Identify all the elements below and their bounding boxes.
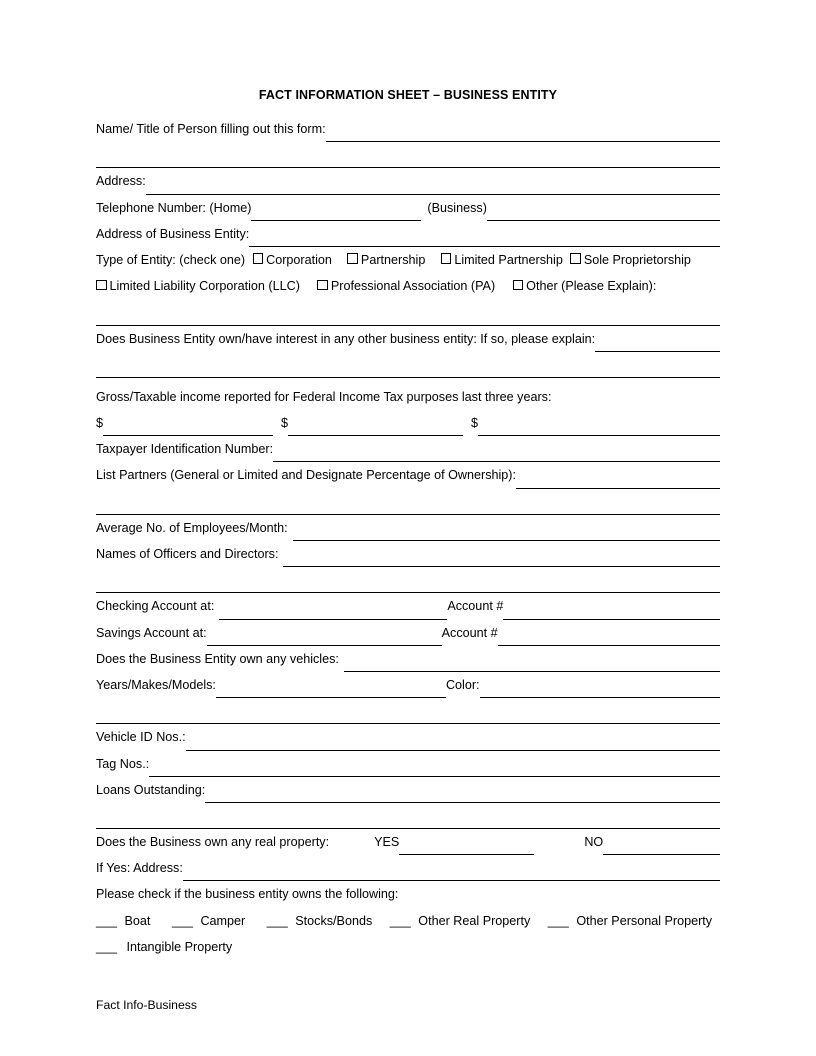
input-years-makes-models[interactable] <box>216 678 446 698</box>
field-vehicle-id <box>96 724 720 750</box>
field-label-loans-outstanding: Loans Outstanding: <box>96 782 206 797</box>
field-property-options-row2 <box>96 934 720 960</box>
option-label-limited-partnership: Limited Partnership <box>454 252 563 267</box>
input-entity-other-explain[interactable] <box>96 306 720 326</box>
field-label-years-makes-models: Years/Makes/Models: <box>96 677 216 692</box>
input-officers-directors[interactable] <box>283 547 720 567</box>
input-address-business-entity[interactable] <box>249 227 720 247</box>
option-label-other-personal-property: Other Personal Property <box>576 913 713 928</box>
field-officers-directors <box>96 541 720 567</box>
field-property-options-row1 <box>96 908 720 934</box>
option-label-camper: Camper <box>200 913 246 928</box>
field-tag-nos <box>96 751 720 777</box>
field-label-officers-directors: Names of Officers and Directors: <box>96 547 279 562</box>
field-years-makes-models <box>96 672 720 698</box>
field-taxpayer-id <box>96 436 720 462</box>
input-income-year-3[interactable] <box>478 416 720 436</box>
input-tag-nos[interactable] <box>149 757 720 777</box>
checkbox-llc[interactable] <box>96 280 107 291</box>
field-label-checking-account-number: Account # <box>447 599 504 614</box>
input-telephone-business[interactable] <box>487 201 720 221</box>
option-label-intangible-property: Intangible Property <box>126 939 233 954</box>
field-label-list-partners: List Partners (General or Limited and Designate Percentage of Ownership): <box>96 468 517 483</box>
input-own-vehicles[interactable] <box>344 652 720 672</box>
field-label-avg-employees: Average No. of Employees/Month: <box>96 520 288 535</box>
field-label-dollar-3: $ <box>471 416 479 431</box>
input-real-property-yes[interactable] <box>399 835 534 855</box>
checkbox-sole-proprietorship[interactable] <box>570 253 581 264</box>
checkbox-pa[interactable] <box>317 280 328 291</box>
input-loans-outstanding-line2[interactable] <box>96 809 720 829</box>
option-label-corporation: Corporation <box>266 252 332 267</box>
input-vehicle-id[interactable] <box>186 731 720 751</box>
page-title: FACT INFORMATION SHEET – BUSINESS ENTITY <box>258 88 558 102</box>
field-gross-income-amounts <box>96 410 720 436</box>
checkbox-blank-camper[interactable]: ___ <box>171 913 193 928</box>
input-avg-employees[interactable] <box>293 521 720 541</box>
field-name-title <box>96 116 720 142</box>
field-label-vehicle-id: Vehicle ID Nos.: <box>96 730 186 745</box>
checkbox-blank-intangible-property[interactable]: ___ <box>96 939 118 954</box>
field-label-taxpayer-id: Taxpayer Identification Number: <box>96 442 274 457</box>
input-address[interactable] <box>146 175 720 195</box>
field-address <box>96 168 720 194</box>
option-label-boat: Boat <box>124 913 151 928</box>
field-label-checking-account: Checking Account at: <box>96 599 215 614</box>
field-label-savings-account-number: Account # <box>441 625 498 640</box>
field-label-savings-account: Savings Account at: <box>96 625 207 640</box>
field-label-type-of-entity: Type of Entity: (check one) <box>96 252 246 267</box>
input-list-partners-line2[interactable] <box>96 495 720 515</box>
option-label-sole-proprietorship: Sole Proprietorship <box>583 252 691 267</box>
input-color[interactable] <box>480 678 720 698</box>
input-checking-account-bank[interactable] <box>219 600 447 620</box>
input-name-title-line2[interactable] <box>96 148 720 168</box>
input-if-yes-address[interactable] <box>183 861 720 881</box>
field-savings-account <box>96 620 720 646</box>
field-own-vehicles <box>96 646 720 672</box>
field-vehicles-line2 <box>96 698 720 724</box>
field-loans-outstanding <box>96 777 720 803</box>
field-label-dollar-2: $ <box>281 416 289 431</box>
input-vehicles-line2[interactable] <box>96 704 720 724</box>
field-own-interest <box>96 326 720 352</box>
field-name-title-continued <box>96 142 720 168</box>
field-label-own-vehicles: Does the Business Entity own any vehicles: <box>96 651 339 666</box>
field-officers-directors-line2 <box>96 567 720 593</box>
input-income-year-2[interactable] <box>288 416 463 436</box>
field-avg-employees <box>96 515 720 541</box>
field-type-of-entity-line2 <box>96 273 720 299</box>
input-officers-directors-line2[interactable] <box>96 573 720 593</box>
field-list-partners-line2 <box>96 489 720 515</box>
field-label-address: Address: <box>96 174 146 189</box>
input-loans-outstanding[interactable] <box>205 783 720 803</box>
option-label-stocks-bonds: Stocks/Bonds <box>295 913 373 928</box>
input-savings-account-bank[interactable] <box>207 626 442 646</box>
checkbox-blank-other-personal-property[interactable]: ___ <box>547 913 569 928</box>
field-label-no: NO <box>584 835 604 850</box>
field-label-name-title: Name/ Title of Person filling out this form: <box>96 121 326 136</box>
input-telephone-home[interactable] <box>251 201 421 221</box>
field-label-address-business-entity: Address of Business Entity: <box>96 226 250 241</box>
field-label-yes: YES <box>374 835 400 850</box>
field-label-own-real-property: Does the Business own any real property: <box>96 835 330 850</box>
input-checking-account-number[interactable] <box>503 600 720 620</box>
input-savings-account-number[interactable] <box>498 626 720 646</box>
field-type-of-entity <box>96 247 720 273</box>
input-own-interest-line2[interactable] <box>96 358 720 378</box>
field-own-interest-line2 <box>96 352 720 378</box>
field-address-business-entity <box>96 221 720 247</box>
input-real-property-no[interactable] <box>603 835 720 855</box>
checkbox-other-entity[interactable] <box>513 280 524 291</box>
checkbox-blank-boat[interactable]: ___ <box>96 913 118 928</box>
page-footer: Fact Info-Business <box>96 998 197 1012</box>
input-list-partners[interactable] <box>516 469 720 489</box>
input-own-interest[interactable] <box>595 332 720 352</box>
option-label-pa: Professional Association (PA) <box>330 279 496 294</box>
field-telephone <box>96 195 720 221</box>
checkbox-corporation[interactable] <box>253 253 264 264</box>
field-checking-account <box>96 593 720 619</box>
field-label-color: Color: <box>445 677 480 692</box>
input-income-year-1[interactable] <box>103 416 273 436</box>
checkbox-blank-other-real-property[interactable]: ___ <box>389 913 411 928</box>
checkbox-partnership[interactable] <box>347 253 358 264</box>
field-gross-income-label <box>96 384 720 410</box>
option-label-other-entity: Other (Please Explain): <box>526 279 657 294</box>
option-label-partnership: Partnership <box>360 252 426 267</box>
checkbox-blank-stocks-bonds[interactable]: ___ <box>266 913 288 928</box>
form-body <box>96 88 720 960</box>
checkbox-limited-partnership[interactable] <box>441 253 452 264</box>
input-name-title[interactable] <box>326 122 720 142</box>
field-list-partners <box>96 462 720 488</box>
field-label-check-if-owns: Please check if the business entity owns the following: <box>96 887 399 902</box>
option-label-other-real-property: Other Real Property <box>418 913 531 928</box>
field-type-of-entity-other-line <box>96 299 720 325</box>
option-label-llc: Limited Liability Corporation (LLC) <box>109 279 300 294</box>
field-label-dollar-1: $ <box>96 416 104 431</box>
input-taxpayer-id[interactable] <box>273 442 720 462</box>
field-label-telephone-business: (Business) <box>427 200 487 215</box>
field-label-own-interest: Does Business Entity own/have interest in any other business entity: If so, please explain: <box>96 331 596 346</box>
field-label-if-yes-address: If Yes: Address: <box>96 861 183 876</box>
field-label-telephone-home: Telephone Number: (Home) <box>96 200 252 215</box>
field-if-yes-address <box>96 855 720 881</box>
field-check-if-owns-label <box>96 881 720 907</box>
field-own-real-property <box>96 829 720 855</box>
field-loans-outstanding-line2 <box>96 803 720 829</box>
field-label-tag-nos: Tag Nos.: <box>96 756 150 771</box>
field-label-gross-income: Gross/Taxable income reported for Federal Income Tax purposes last three years: <box>96 389 552 404</box>
